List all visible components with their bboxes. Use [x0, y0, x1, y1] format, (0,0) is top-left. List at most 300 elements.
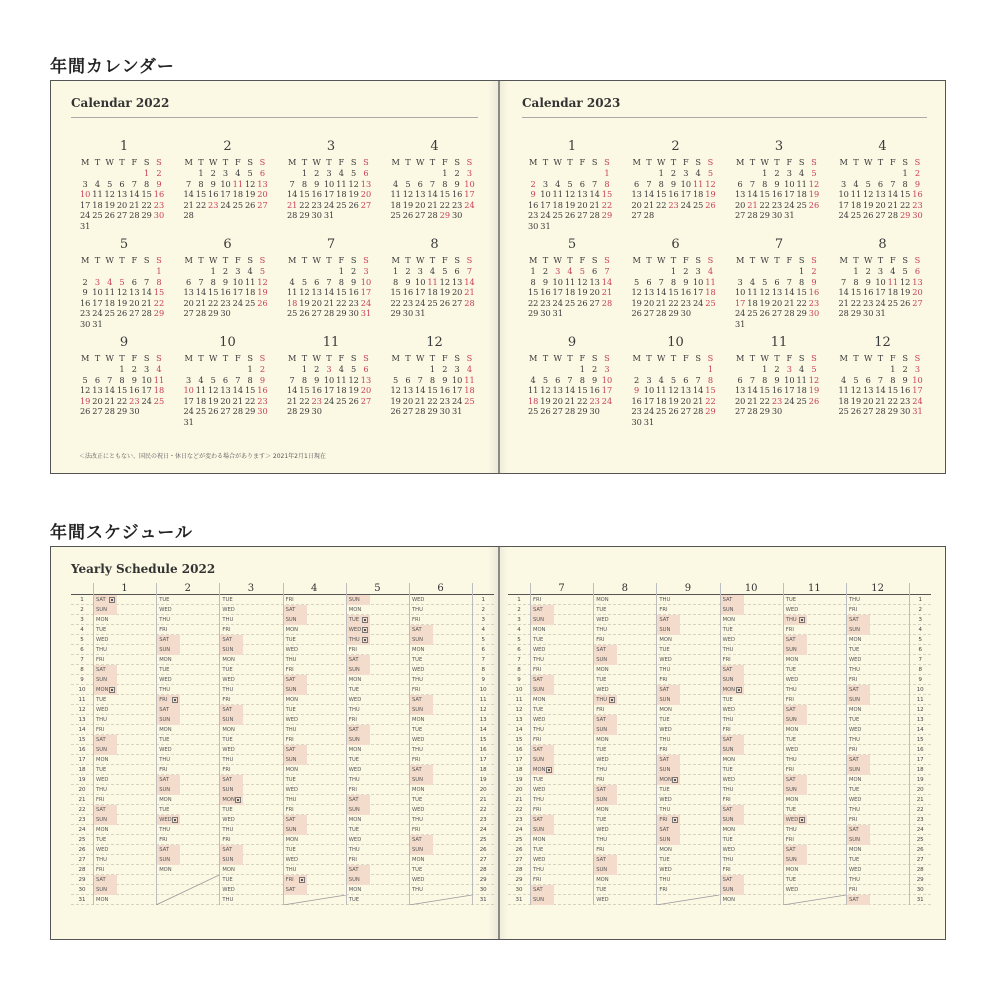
- schedule-cell: THU: [533, 657, 544, 663]
- schedule-cell: THU: [659, 667, 671, 673]
- weekday-label: T: [222, 353, 229, 363]
- row-day-number: 28: [916, 867, 924, 873]
- day-cell: 13: [92, 385, 103, 396]
- row-day-number: 15: [916, 737, 924, 743]
- day-cell: 23: [808, 297, 820, 308]
- day-cell: 19: [208, 395, 219, 406]
- day-cell: 18: [153, 385, 165, 396]
- day-cell: 5: [82, 374, 88, 385]
- day-cell: 28: [656, 308, 667, 319]
- row-day-number: 8: [918, 667, 922, 673]
- day-cell: 18: [552, 199, 563, 210]
- schedule-cell: TUE: [96, 697, 107, 703]
- schedule-cell: SUN: [593, 795, 617, 805]
- holiday-mark: [546, 767, 552, 773]
- day-cell: 20: [552, 395, 563, 406]
- day-cell: 3: [144, 364, 150, 374]
- day-cell: 9: [914, 178, 921, 189]
- weekday-label: F: [338, 157, 345, 167]
- day-cell: 21: [286, 395, 298, 406]
- row-day-number: 2: [918, 607, 922, 613]
- day-cell: 13: [863, 385, 874, 396]
- day-cell: 26: [439, 297, 451, 308]
- day-cell: 6: [646, 276, 652, 287]
- day-cell: 18: [887, 287, 899, 298]
- day-cell: 8: [658, 178, 664, 189]
- schedule-cell: WED: [159, 677, 172, 683]
- day-cell: 13: [402, 385, 414, 396]
- day-cell: 2: [530, 178, 536, 189]
- schedule-cell: WED: [596, 827, 609, 833]
- schedule-cell: SAT: [93, 875, 117, 885]
- day-cell: 29: [705, 406, 716, 417]
- schedule-cell: THU: [596, 767, 608, 773]
- day-cell: 18: [796, 385, 807, 396]
- day-cell: 17: [451, 385, 463, 396]
- row-day-number: 27: [515, 857, 523, 863]
- day-cell: 19: [564, 199, 576, 210]
- day-cell: 5: [393, 374, 399, 385]
- schedule-cell: MON: [533, 697, 546, 703]
- holiday-mark: [609, 697, 615, 703]
- schedule-cell: SUN: [530, 825, 554, 835]
- day-cell: 7: [890, 178, 896, 189]
- day-cell: 2: [914, 168, 921, 178]
- day-cell: 11: [527, 385, 539, 396]
- day-cell: 20: [129, 297, 140, 308]
- weekday-label: S: [350, 353, 357, 363]
- schedule-cell: MON: [533, 627, 546, 633]
- month-number: 8: [878, 237, 887, 252]
- day-cell: 20: [402, 395, 414, 406]
- day-cell: 3: [695, 266, 701, 276]
- day-cell: 6: [405, 374, 411, 385]
- day-cell: 25: [850, 210, 862, 221]
- weekday-label: M: [287, 157, 297, 167]
- day-cell: 4: [695, 168, 701, 178]
- schedule-cell: MON: [596, 597, 609, 603]
- schedule-cell: THU: [285, 867, 297, 873]
- no-day-slash: [156, 875, 219, 905]
- weekday-label: W: [416, 157, 425, 167]
- schedule-cell: FRI: [159, 627, 168, 633]
- schedule-cell: SUN: [219, 855, 243, 865]
- weekday-label: S: [259, 255, 266, 265]
- schedule-cell: FRI: [412, 827, 421, 833]
- day-cell: 24: [540, 210, 551, 221]
- day-cell: 13: [311, 287, 322, 298]
- row-day-number: 4: [918, 627, 922, 633]
- day-cell: 11: [232, 178, 244, 189]
- schedule-cell: FRI: [596, 777, 605, 783]
- day-cell: 19: [79, 395, 91, 406]
- row-day-number: 26: [479, 847, 487, 853]
- day-cell: 1: [210, 266, 216, 276]
- row-day-number: 11: [916, 697, 924, 703]
- schedule-cell: TUE: [159, 597, 170, 603]
- day-cell: 7: [107, 374, 113, 385]
- day-cell: 12: [439, 276, 451, 287]
- day-cell: 30: [899, 406, 911, 417]
- day-cell: 30: [771, 210, 783, 221]
- day-cell: 13: [360, 178, 372, 189]
- day-cell: 13: [875, 189, 886, 200]
- schedule-cell: SUN: [846, 625, 870, 635]
- day-cell: 20: [311, 297, 322, 308]
- day-cell: 16: [912, 189, 923, 200]
- schedule-cell: TUE: [96, 627, 107, 633]
- weekday-label: W: [553, 353, 562, 363]
- day-cell: 17: [540, 199, 551, 210]
- weekday-label: T: [567, 255, 573, 265]
- day-cell: 11: [692, 178, 704, 189]
- day-cell: 15: [759, 189, 770, 200]
- column-divider: [530, 583, 531, 905]
- day-cell: 26: [116, 308, 128, 319]
- day-cell: 22: [427, 395, 438, 406]
- day-cell: 22: [208, 297, 219, 308]
- day-cell: 25: [747, 308, 758, 319]
- day-cell: 21: [875, 395, 886, 406]
- day-cell: 22: [439, 199, 451, 210]
- row-day-number: 27: [479, 857, 487, 863]
- month-8: [838, 237, 928, 332]
- weekday-label: T: [749, 255, 756, 265]
- day-cell: 19: [348, 189, 359, 200]
- schedule-cell: WED: [285, 717, 298, 723]
- day-cell: 4: [799, 364, 805, 374]
- schedule-cell: TUE: [412, 727, 423, 733]
- day-cell: 22: [887, 395, 899, 406]
- day-cell: 25: [887, 297, 899, 308]
- weekday-label: F: [579, 353, 586, 363]
- day-cell: 28: [286, 406, 298, 417]
- weekday-label: T: [853, 157, 859, 167]
- schedule-cell: SUN: [593, 725, 617, 735]
- schedule-cell: MON: [159, 797, 172, 803]
- day-cell: 8: [393, 276, 399, 287]
- weekday-label: T: [94, 157, 101, 167]
- weekday-label: S: [466, 353, 473, 363]
- day-cell: 18: [850, 199, 862, 210]
- day-cell: 1: [156, 266, 162, 276]
- weekday-label: W: [553, 255, 562, 265]
- day-cell: 18: [656, 395, 667, 406]
- day-cell: 19: [850, 395, 862, 406]
- weekday-label: T: [119, 255, 125, 265]
- row-day-number: 13: [515, 717, 523, 723]
- day-cell: 3: [683, 168, 689, 178]
- schedule-cell: MON: [722, 897, 736, 903]
- weekday-label: F: [786, 157, 793, 167]
- day-cell: 30: [129, 406, 140, 417]
- schedule-cell: WED: [596, 757, 609, 763]
- weekday-label: S: [914, 353, 921, 363]
- day-cell: 15: [601, 189, 613, 200]
- weekday-label: T: [646, 255, 652, 265]
- day-cell: 9: [774, 178, 780, 189]
- day-cell: 2: [670, 168, 677, 178]
- day-cell: 26: [299, 308, 310, 319]
- schedule-cell: MON: [785, 727, 799, 733]
- schedule-month-header: 12: [871, 583, 884, 594]
- schedule-cell: SUN: [720, 885, 744, 895]
- weekday-label: T: [301, 255, 308, 265]
- day-cell: 12: [564, 189, 576, 200]
- day-cell: 18: [464, 385, 475, 396]
- day-cell: 20: [589, 287, 600, 298]
- weekday-label: S: [259, 157, 266, 167]
- month-number: 10: [219, 335, 236, 350]
- day-cell: 6: [94, 374, 101, 385]
- day-cell: 21: [286, 199, 298, 210]
- weekday-label: T: [567, 157, 573, 167]
- day-cell: 26: [79, 406, 91, 417]
- day-cell: 16: [311, 189, 322, 200]
- schedule-cell: SUN: [346, 875, 370, 885]
- schedule-cell: TUE: [222, 597, 233, 603]
- weekday-label: S: [454, 157, 460, 167]
- month-4: [390, 139, 480, 234]
- day-cell: 25: [232, 199, 244, 210]
- schedule-cell: WED: [849, 727, 862, 733]
- day-cell: 22: [577, 395, 588, 406]
- weekday-label: M: [80, 255, 90, 265]
- schedule-cell: MON: [96, 897, 109, 903]
- day-cell: 12: [116, 287, 128, 298]
- day-cell: 16: [631, 395, 642, 406]
- day-cell: 31: [540, 221, 551, 231]
- weekday-label: W: [553, 157, 562, 167]
- weekday-label: M: [632, 353, 641, 363]
- day-cell: 6: [877, 178, 884, 189]
- day-cell: 12: [808, 178, 820, 189]
- schedule-cell: TUE: [596, 607, 607, 613]
- schedule-cell: MON: [159, 727, 172, 733]
- day-cell: 18: [838, 395, 849, 406]
- day-cell: 7: [877, 374, 884, 385]
- day-cell: 27: [415, 210, 426, 221]
- day-cell: 2: [865, 266, 871, 276]
- schedule-cell: THU: [222, 897, 234, 903]
- schedule-cell: MON: [530, 765, 554, 775]
- weekday-label: T: [198, 255, 204, 265]
- schedule-cell: SUN: [656, 835, 680, 845]
- schedule-cell: WED: [412, 737, 425, 743]
- schedule-cell: SAT: [593, 645, 617, 655]
- day-cell: 10: [875, 276, 886, 287]
- weekday-label: F: [441, 255, 448, 265]
- schedule-cell: SAT: [846, 825, 870, 835]
- day-cell: 2: [902, 364, 908, 374]
- column-divider: [909, 583, 910, 905]
- day-cell: 26: [564, 210, 576, 221]
- schedule-cell: THU: [783, 615, 807, 625]
- schedule-cell: SAT: [846, 685, 870, 695]
- day-cell: 28: [643, 210, 655, 221]
- schedule-cell: SUN: [783, 715, 807, 725]
- day-cell: 29: [887, 406, 899, 417]
- schedule-cell: FRI: [348, 787, 357, 793]
- day-cell: 28: [838, 308, 849, 319]
- day-cell: 19: [439, 287, 451, 298]
- schedule-cell: SAT: [93, 665, 117, 675]
- day-cell: 26: [577, 297, 588, 308]
- day-cell: 22: [705, 395, 716, 406]
- day-cell: 2: [351, 266, 357, 276]
- schedule-cell: FRI: [785, 627, 794, 633]
- column-divider: [409, 583, 410, 905]
- weekday-label: S: [363, 255, 369, 265]
- day-cell: 24: [643, 406, 655, 417]
- day-cell: 20: [771, 297, 783, 308]
- weekday-label: M: [391, 157, 400, 167]
- weekday-label: F: [786, 255, 793, 265]
- schedule-cell: THU: [533, 797, 544, 803]
- schedule-cell: FRI: [412, 757, 421, 763]
- day-cell: 14: [183, 189, 194, 200]
- weekday-label: M: [839, 353, 848, 363]
- day-cell: 22: [601, 199, 613, 210]
- day-cell: 23: [771, 395, 783, 406]
- day-cell: 30: [451, 210, 463, 221]
- month-10: [183, 335, 273, 430]
- schedule-cell: MON: [533, 837, 546, 843]
- day-cell: 8: [338, 276, 344, 287]
- row-day-number: 21: [78, 797, 86, 803]
- row-day-number: 1: [80, 597, 84, 603]
- column-divider: [472, 583, 473, 905]
- schedule-cell: SUN: [530, 615, 554, 625]
- day-cell: 18: [796, 189, 807, 200]
- weekday-label: F: [889, 157, 896, 167]
- weekday-label: W: [864, 157, 873, 167]
- day-cell: 5: [107, 178, 113, 189]
- day-cell: 1: [338, 266, 344, 276]
- schedule-cell: MON: [659, 707, 672, 713]
- day-cell: 30: [311, 406, 322, 417]
- row-day-number: 6: [517, 647, 521, 653]
- day-cell: 5: [579, 266, 585, 276]
- day-cell: 24: [232, 297, 244, 308]
- schedule-cell: THU: [722, 717, 734, 723]
- weekday-label: T: [670, 255, 677, 265]
- day-cell: 3: [454, 364, 460, 374]
- weekday-label: S: [591, 157, 598, 167]
- day-cell: 16: [899, 385, 911, 396]
- row-day-number: 6: [918, 647, 922, 653]
- day-cell: 18: [286, 297, 298, 308]
- day-cell: 23: [668, 199, 679, 210]
- day-cell: 4: [555, 178, 561, 189]
- schedule-cell: FRI: [285, 807, 294, 813]
- row-day-number: 19: [479, 777, 487, 783]
- day-cell: 1: [707, 364, 714, 374]
- day-cell: 17: [784, 189, 795, 200]
- day-cell: 27: [360, 395, 372, 406]
- day-cell: 24: [601, 395, 613, 406]
- day-cell: 23: [912, 199, 923, 210]
- weekday-label: T: [670, 157, 677, 167]
- month-number: 2: [223, 139, 232, 154]
- weekday-label: F: [682, 255, 689, 265]
- day-cell: 24: [141, 395, 152, 406]
- day-cell: 7: [144, 276, 150, 287]
- day-cell: 16: [439, 385, 451, 396]
- row-day-number: 24: [479, 827, 487, 833]
- schedule-cell: SAT: [219, 775, 243, 785]
- row-day-number: 5: [481, 637, 485, 643]
- day-cell: 8: [762, 178, 768, 189]
- schedule-cell: FRI: [96, 867, 105, 873]
- schedule-cell: MON: [222, 867, 235, 873]
- day-cell: 2: [774, 364, 780, 374]
- row-day-number: 20: [78, 787, 86, 793]
- day-cell: 5: [542, 374, 549, 385]
- day-cell: 22: [668, 297, 679, 308]
- row-day-number: 31: [916, 897, 924, 903]
- day-cell: 2: [314, 168, 320, 178]
- day-cell: 18: [705, 287, 716, 298]
- day-cell: 8: [442, 178, 448, 189]
- weekday-label: W: [105, 353, 114, 363]
- day-cell: 15: [299, 385, 310, 396]
- day-cell: 1: [604, 168, 610, 178]
- month-number: 12: [874, 335, 891, 350]
- day-cell: 5: [707, 168, 714, 178]
- weekday-label: S: [143, 353, 150, 363]
- schedule-cell: SAT: [156, 705, 180, 715]
- schedule-cell: TUE: [533, 777, 544, 783]
- schedule-cell: TUE: [285, 777, 296, 783]
- schedule-cell: MON: [849, 707, 862, 713]
- schedule-cell: TUE: [659, 647, 670, 653]
- day-cell: 20: [92, 395, 103, 406]
- schedule-cell: FRI: [659, 747, 668, 753]
- day-cell: 10: [79, 189, 91, 200]
- day-cell: 7: [592, 178, 598, 189]
- weekday-label: T: [301, 353, 308, 363]
- day-cell: 30: [348, 308, 359, 319]
- day-cell: 21: [195, 297, 207, 308]
- day-cell: 26: [631, 308, 642, 319]
- row-day-number: 29: [515, 877, 523, 883]
- schedule-cell: SAT: [93, 595, 117, 605]
- schedule-cell: FRI: [285, 667, 294, 673]
- day-cell: 11: [656, 385, 667, 396]
- schedule-cell: SAT: [720, 735, 744, 745]
- day-cell: 7: [326, 276, 332, 287]
- day-cell: 13: [129, 287, 140, 298]
- day-cell: 28: [747, 210, 758, 221]
- row-day-number: 16: [515, 747, 523, 753]
- row-day-number: 14: [916, 727, 924, 733]
- day-cell: 15: [390, 287, 401, 298]
- day-cell: 5: [853, 374, 859, 385]
- day-cell: 25: [552, 210, 563, 221]
- day-cell: 17: [360, 287, 372, 298]
- day-cell: 15: [656, 189, 667, 200]
- day-cell: 4: [289, 276, 295, 287]
- weekday-label: M: [528, 157, 538, 167]
- title-rule: [522, 117, 927, 118]
- holiday-mark: [362, 637, 368, 643]
- day-cell: 23: [153, 199, 165, 210]
- row-day-number: 18: [479, 767, 487, 773]
- schedule-cell: WED: [533, 857, 546, 863]
- schedule-cell: THU: [785, 757, 797, 763]
- day-cell: 11: [850, 189, 862, 200]
